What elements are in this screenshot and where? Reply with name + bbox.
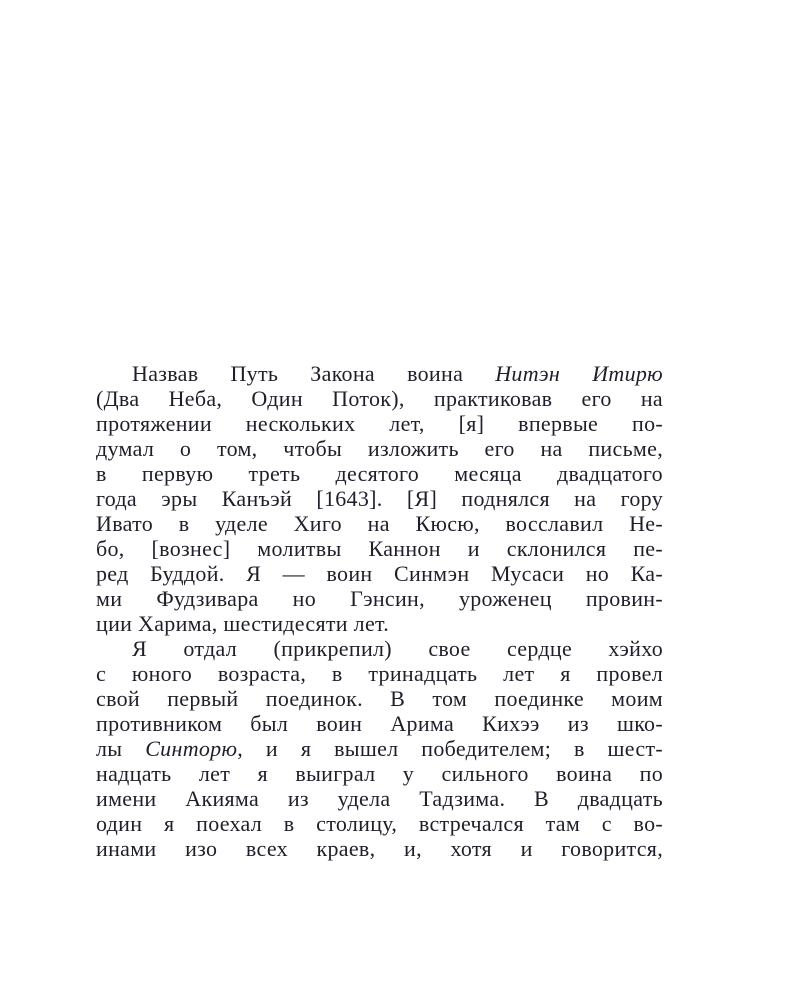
text-line (96, 736, 663, 761)
text-segment: ми Фудзивара но Гэнсин, уроженец провин- (96, 586, 663, 611)
text-line (96, 761, 663, 786)
text-line (96, 511, 663, 536)
text-line (96, 361, 663, 386)
text-segment: один я поехал в столицу, встречался там с во- (96, 811, 663, 836)
text-segment: бо, [вознес] молитвы Каннон и склонился пе- (96, 536, 663, 561)
text-line (96, 536, 663, 561)
text-segment: надцать лет я выиграл у сильного воина по (96, 761, 663, 786)
italic-term: Синторю (145, 736, 238, 761)
text-segment: противником был воин Арима Кихээ из шко- (96, 711, 663, 736)
text-segment: Я отдал (прикрепил) свое сердце хэйхо (132, 636, 663, 661)
text-segment: Назвав Путь Закона воина (132, 361, 496, 386)
text-segment: протяжении нескольких лет, [я] впервые по- (96, 411, 663, 436)
text-segment: с юного возраста, в тринадцать лет я провел (96, 661, 663, 686)
text-line (96, 711, 663, 736)
text-segment: в первую треть десятого месяца двадцатого (96, 461, 663, 486)
text-segment: года эры Канъэй [1643]. [Я] поднялся на гору (96, 486, 663, 511)
text-segment: , и я вышел победителем; в шест- (237, 736, 663, 761)
text-line (96, 436, 663, 461)
text-line (96, 461, 663, 486)
text-line (96, 486, 663, 511)
text-segment: ции Харима, шестидесяти лет. (96, 611, 390, 636)
text-segment: имени Акияма из удела Тадзима. В двадцать (96, 786, 663, 811)
italic-term: Нитэн Итирю (495, 361, 663, 386)
text-line (96, 411, 663, 436)
text-line (96, 386, 663, 411)
text-line (96, 786, 663, 811)
text-segment: инами изо всех краев, и, хотя и говорится, (96, 836, 663, 861)
text-line (96, 561, 663, 586)
text-line (96, 811, 663, 836)
text-segment: думал о том, чтобы изложить его на письме, (96, 436, 663, 461)
text-segment: ред Буддой. Я — воин Синмэн Мусаси но Ка- (96, 561, 663, 586)
text-line (96, 636, 663, 661)
text-segment: лы (96, 736, 146, 761)
text-segment: (Два Неба, Один Поток), практиковав его на (96, 386, 663, 411)
text-line (96, 686, 663, 711)
text-line (96, 611, 663, 636)
text-segment: Ивато в уделе Хиго на Кюсю, восславил Не- (96, 511, 663, 536)
text-line (96, 661, 663, 686)
text-segment: свой первый поединок. В том поединке моим (96, 686, 663, 711)
text-column (96, 361, 663, 861)
text-line (96, 586, 663, 611)
text-line (96, 836, 663, 861)
